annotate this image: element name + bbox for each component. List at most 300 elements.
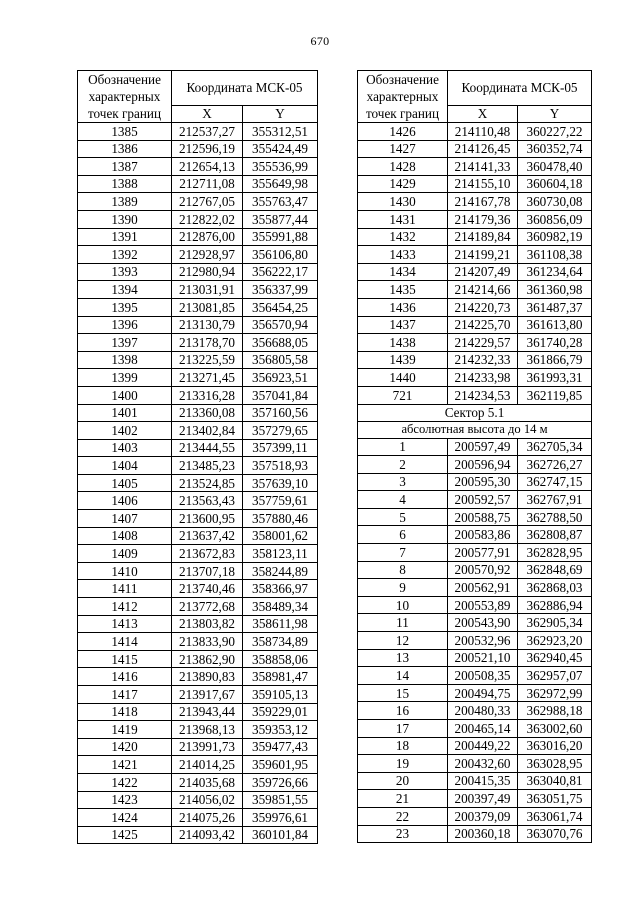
- x-coordinate-cell: 200562,91: [448, 579, 518, 597]
- y-coordinate-cell: 360478,40: [518, 158, 592, 176]
- x-coordinate-cell: 214232,33: [448, 351, 518, 369]
- point-id-cell: 16: [358, 702, 448, 720]
- y-coordinate-cell: 359353,12: [243, 721, 318, 739]
- table-row: [358, 281, 592, 299]
- point-id-cell: 1422: [78, 773, 172, 791]
- x-coordinate-cell: 214075,26: [172, 809, 243, 827]
- table-row: [358, 158, 592, 176]
- x-coordinate-cell: 200415,35: [448, 772, 518, 790]
- y-coordinate-cell: 358858,06: [243, 650, 318, 668]
- y-coordinate-cell: 359477,43: [243, 738, 318, 756]
- point-id-cell: 1426: [358, 123, 448, 141]
- table-row: [78, 510, 318, 528]
- y-coordinate-cell: 359726,66: [243, 773, 318, 791]
- point-id-cell: 18: [358, 737, 448, 755]
- point-id-cell: 1400: [78, 386, 172, 404]
- table-row: [78, 210, 318, 228]
- x-coordinate-cell: 213031,91: [172, 281, 243, 299]
- point-id-cell: 1403: [78, 439, 172, 457]
- y-coordinate-cell: 355991,88: [243, 228, 318, 246]
- point-id-cell: 1397: [78, 334, 172, 352]
- point-id-cell: 1414: [78, 633, 172, 651]
- y-coordinate-cell: 362957,07: [518, 667, 592, 685]
- point-id-cell: 1436: [358, 298, 448, 316]
- point-id-cell: 1387: [78, 158, 172, 176]
- table-row: [78, 439, 318, 457]
- point-id-cell: 1410: [78, 562, 172, 580]
- x-coordinate-cell: 213772,68: [172, 598, 243, 616]
- table-row: [78, 809, 318, 827]
- y-coordinate-cell: 355877,44: [243, 210, 318, 228]
- point-id-cell: 1416: [78, 668, 172, 686]
- y-coordinate-cell: 357160,56: [243, 404, 318, 422]
- y-coordinate-cell: 358001,62: [243, 527, 318, 545]
- table-row: [358, 210, 592, 228]
- point-id-cell: 11: [358, 614, 448, 632]
- table-row: [78, 228, 318, 246]
- x-coordinate-cell: 212767,05: [172, 193, 243, 211]
- point-id-cell: 1424: [78, 809, 172, 827]
- header-x: X: [172, 106, 243, 123]
- table-row: [78, 633, 318, 651]
- y-coordinate-cell: 357041,84: [243, 386, 318, 404]
- y-coordinate-cell: 362705,34: [518, 438, 592, 456]
- y-coordinate-cell: 362988,18: [518, 702, 592, 720]
- y-coordinate-cell: 356923,51: [243, 369, 318, 387]
- table-row: [78, 756, 318, 774]
- point-id-cell: 23: [358, 825, 448, 843]
- point-id-cell: 1434: [358, 263, 448, 281]
- x-coordinate-cell: 214214,66: [448, 281, 518, 299]
- x-coordinate-cell: 213890,83: [172, 668, 243, 686]
- y-coordinate-cell: 363051,75: [518, 790, 592, 808]
- point-id-cell: 1420: [78, 738, 172, 756]
- x-coordinate-cell: 200432,60: [448, 755, 518, 773]
- y-coordinate-cell: 363016,20: [518, 737, 592, 755]
- y-coordinate-cell: 361993,31: [518, 369, 592, 387]
- y-coordinate-cell: 358489,34: [243, 598, 318, 616]
- y-coordinate-cell: 362923,20: [518, 632, 592, 650]
- point-id-cell: 1398: [78, 351, 172, 369]
- sector-title: Сектор 5.1: [358, 404, 592, 421]
- x-coordinate-cell: 200480,33: [448, 702, 518, 720]
- point-id-cell: 1406: [78, 492, 172, 510]
- point-id-cell: 1425: [78, 826, 172, 844]
- y-coordinate-cell: 355536,99: [243, 158, 318, 176]
- y-coordinate-cell: 360352,74: [518, 140, 592, 158]
- table-row: [78, 386, 318, 404]
- table-row: [358, 667, 592, 685]
- x-coordinate-cell: 214199,21: [448, 246, 518, 264]
- table-row: [78, 316, 318, 334]
- x-coordinate-cell: 200508,35: [448, 667, 518, 685]
- x-coordinate-cell: 213444,55: [172, 439, 243, 457]
- point-id-cell: 1392: [78, 246, 172, 264]
- x-coordinate-cell: 213130,79: [172, 316, 243, 334]
- table-row: [358, 123, 592, 141]
- y-coordinate-cell: 362726,27: [518, 456, 592, 474]
- point-id-cell: 1419: [78, 721, 172, 739]
- y-coordinate-cell: 363040,81: [518, 772, 592, 790]
- table-row: [78, 334, 318, 352]
- x-coordinate-cell: 212980,94: [172, 263, 243, 281]
- x-coordinate-cell: 214056,02: [172, 791, 243, 809]
- table-row: [358, 334, 592, 352]
- table-row: [358, 491, 592, 509]
- x-coordinate-cell: 200449,22: [448, 737, 518, 755]
- page-number: 670: [310, 34, 330, 48]
- point-id-cell: 19: [358, 755, 448, 773]
- header-y: Y: [518, 106, 592, 123]
- table-row: [358, 790, 592, 808]
- point-id-cell: 1430: [358, 193, 448, 211]
- point-id-cell: 1437: [358, 316, 448, 334]
- point-id-cell: 1412: [78, 598, 172, 616]
- point-id-cell: 1399: [78, 369, 172, 387]
- y-coordinate-cell: 358611,98: [243, 615, 318, 633]
- header-coordinate: Координата МСК-05: [172, 71, 318, 106]
- y-coordinate-cell: 357639,10: [243, 474, 318, 492]
- y-coordinate-cell: 361360,98: [518, 281, 592, 299]
- point-id-cell: 1440: [358, 369, 448, 387]
- point-id-cell: 1405: [78, 474, 172, 492]
- point-id-cell: 21: [358, 790, 448, 808]
- y-coordinate-cell: 357518,93: [243, 457, 318, 475]
- y-coordinate-cell: 363002,60: [518, 720, 592, 738]
- y-coordinate-cell: 355312,51: [243, 123, 318, 141]
- table-row: [78, 615, 318, 633]
- y-coordinate-cell: 356222,17: [243, 263, 318, 281]
- y-coordinate-cell: 359976,61: [243, 809, 318, 827]
- x-coordinate-cell: 200360,18: [448, 825, 518, 843]
- x-coordinate-cell: 212876,00: [172, 228, 243, 246]
- point-id-cell: 12: [358, 632, 448, 650]
- table-row: [358, 438, 592, 456]
- table-row: [78, 562, 318, 580]
- table-row: [78, 140, 318, 158]
- x-coordinate-cell: 213600,95: [172, 510, 243, 528]
- point-id-cell: 6: [358, 526, 448, 544]
- table-row: [358, 369, 592, 387]
- y-coordinate-cell: 362972,99: [518, 684, 592, 702]
- y-coordinate-cell: 360856,09: [518, 210, 592, 228]
- y-coordinate-cell: 358981,47: [243, 668, 318, 686]
- table-row: [78, 193, 318, 211]
- x-coordinate-cell: 214093,42: [172, 826, 243, 844]
- x-coordinate-cell: 214234,53: [448, 386, 518, 404]
- y-coordinate-cell: 357759,61: [243, 492, 318, 510]
- point-id-cell: 1395: [78, 298, 172, 316]
- table-row: [78, 422, 318, 440]
- x-coordinate-cell: 213225,59: [172, 351, 243, 369]
- y-coordinate-cell: 362868,03: [518, 579, 592, 597]
- x-coordinate-cell: 214229,57: [448, 334, 518, 352]
- point-id-cell: 1413: [78, 615, 172, 633]
- table-row: [358, 632, 592, 650]
- x-coordinate-cell: 200521,10: [448, 649, 518, 667]
- point-id-cell: 7: [358, 544, 448, 562]
- y-coordinate-cell: 363061,74: [518, 807, 592, 825]
- x-coordinate-cell: 213485,23: [172, 457, 243, 475]
- y-coordinate-cell: 357279,65: [243, 422, 318, 440]
- header-point-label: Обозначение характерных точек границ: [358, 71, 448, 123]
- y-coordinate-cell: 363070,76: [518, 825, 592, 843]
- y-coordinate-cell: 359105,13: [243, 686, 318, 704]
- x-coordinate-cell: 213968,13: [172, 721, 243, 739]
- x-coordinate-cell: 213672,83: [172, 545, 243, 563]
- point-id-cell: 1432: [358, 228, 448, 246]
- point-id-cell: 10: [358, 596, 448, 614]
- y-coordinate-cell: 359851,55: [243, 791, 318, 809]
- table-row: [78, 545, 318, 563]
- point-id-cell: 1423: [78, 791, 172, 809]
- table-row: [358, 526, 592, 544]
- x-coordinate-cell: 213862,90: [172, 650, 243, 668]
- y-coordinate-cell: 356454,25: [243, 298, 318, 316]
- point-id-cell: 4: [358, 491, 448, 509]
- y-coordinate-cell: 358734,89: [243, 633, 318, 651]
- y-coordinate-cell: 362848,69: [518, 561, 592, 579]
- table-row: [78, 721, 318, 739]
- table-row: [78, 527, 318, 545]
- point-id-cell: 721: [358, 386, 448, 404]
- x-coordinate-cell: 214141,33: [448, 158, 518, 176]
- x-coordinate-cell: 213707,18: [172, 562, 243, 580]
- table-row: [78, 404, 318, 422]
- x-coordinate-cell: 213917,67: [172, 686, 243, 704]
- table-row: [358, 386, 592, 404]
- point-id-cell: 20: [358, 772, 448, 790]
- y-coordinate-cell: 362119,85: [518, 386, 592, 404]
- x-coordinate-cell: 200592,57: [448, 491, 518, 509]
- y-coordinate-cell: 355424,49: [243, 140, 318, 158]
- table-row: [78, 246, 318, 264]
- point-id-cell: 13: [358, 649, 448, 667]
- x-coordinate-cell: 213833,90: [172, 633, 243, 651]
- x-coordinate-cell: 200588,75: [448, 508, 518, 526]
- header-coordinate: Координата МСК-05: [448, 71, 592, 106]
- header-y: Y: [243, 106, 318, 123]
- y-coordinate-cell: 356805,58: [243, 351, 318, 369]
- x-coordinate-cell: 214167,78: [448, 193, 518, 211]
- x-coordinate-cell: 212928,97: [172, 246, 243, 264]
- y-coordinate-cell: 362747,15: [518, 473, 592, 491]
- point-id-cell: 3: [358, 473, 448, 491]
- table-row: [358, 737, 592, 755]
- y-coordinate-cell: 360227,22: [518, 123, 592, 141]
- x-coordinate-cell: 213524,85: [172, 474, 243, 492]
- x-coordinate-cell: 212711,08: [172, 175, 243, 193]
- table-row: [78, 668, 318, 686]
- point-id-cell: 17: [358, 720, 448, 738]
- point-id-cell: 1393: [78, 263, 172, 281]
- table-row: [78, 457, 318, 475]
- point-id-cell: 1431: [358, 210, 448, 228]
- x-coordinate-cell: 200595,30: [448, 473, 518, 491]
- sector-subtitle: абсолютная высота до 14 м: [358, 421, 592, 438]
- y-coordinate-cell: 356106,80: [243, 246, 318, 264]
- table-row: [358, 720, 592, 738]
- point-id-cell: 1409: [78, 545, 172, 563]
- point-id-cell: 1402: [78, 422, 172, 440]
- y-coordinate-cell: 356570,94: [243, 316, 318, 334]
- x-coordinate-cell: 200553,89: [448, 596, 518, 614]
- point-id-cell: 1396: [78, 316, 172, 334]
- point-id-cell: 15: [358, 684, 448, 702]
- point-id-cell: 8: [358, 561, 448, 579]
- table-row: [78, 369, 318, 387]
- table-row: [358, 825, 592, 843]
- y-coordinate-cell: 362828,95: [518, 544, 592, 562]
- x-coordinate-cell: 200577,91: [448, 544, 518, 562]
- x-coordinate-cell: 214225,70: [448, 316, 518, 334]
- point-id-cell: 1385: [78, 123, 172, 141]
- x-coordinate-cell: 200494,75: [448, 684, 518, 702]
- point-id-cell: 1389: [78, 193, 172, 211]
- point-id-cell: 1418: [78, 703, 172, 721]
- x-coordinate-cell: 214155,10: [448, 175, 518, 193]
- table-row: [78, 474, 318, 492]
- x-coordinate-cell: 212537,27: [172, 123, 243, 141]
- table-row: [358, 228, 592, 246]
- table-row: [78, 351, 318, 369]
- point-id-cell: 1401: [78, 404, 172, 422]
- table-row: [78, 738, 318, 756]
- table-row: [358, 316, 592, 334]
- point-id-cell: 1415: [78, 650, 172, 668]
- x-coordinate-cell: 213991,73: [172, 738, 243, 756]
- table-row: [358, 175, 592, 193]
- y-coordinate-cell: 359601,95: [243, 756, 318, 774]
- header-point-label: Обозначение характерных точек границ: [78, 71, 172, 123]
- table-row: [78, 123, 318, 141]
- table-row: [78, 298, 318, 316]
- table-row: [358, 579, 592, 597]
- table-row: [358, 702, 592, 720]
- table-row: [78, 773, 318, 791]
- x-coordinate-cell: 213803,82: [172, 615, 243, 633]
- y-coordinate-cell: 363028,95: [518, 755, 592, 773]
- point-id-cell: 9: [358, 579, 448, 597]
- table-row: [358, 755, 592, 773]
- x-coordinate-cell: 214035,68: [172, 773, 243, 791]
- y-coordinate-cell: 356337,99: [243, 281, 318, 299]
- table-row: [78, 580, 318, 598]
- x-coordinate-cell: 200583,86: [448, 526, 518, 544]
- table-row: [78, 598, 318, 616]
- coordinates-table-left: [77, 70, 318, 844]
- y-coordinate-cell: 361487,37: [518, 298, 592, 316]
- header-x: X: [448, 106, 518, 123]
- x-coordinate-cell: 200465,14: [448, 720, 518, 738]
- table-row: [358, 772, 592, 790]
- table-row: [358, 508, 592, 526]
- table-row: [358, 561, 592, 579]
- table-row: [78, 703, 318, 721]
- table-row: [358, 473, 592, 491]
- y-coordinate-cell: 361108,38: [518, 246, 592, 264]
- x-coordinate-cell: 213081,85: [172, 298, 243, 316]
- table-row: [78, 492, 318, 510]
- point-id-cell: 22: [358, 807, 448, 825]
- y-coordinate-cell: 362788,50: [518, 508, 592, 526]
- x-coordinate-cell: 214126,45: [448, 140, 518, 158]
- point-id-cell: 1417: [78, 686, 172, 704]
- y-coordinate-cell: 358366,97: [243, 580, 318, 598]
- x-coordinate-cell: 212822,02: [172, 210, 243, 228]
- point-id-cell: 1407: [78, 510, 172, 528]
- y-coordinate-cell: 362905,34: [518, 614, 592, 632]
- y-coordinate-cell: 357880,46: [243, 510, 318, 528]
- x-coordinate-cell: 200397,49: [448, 790, 518, 808]
- y-coordinate-cell: 357399,11: [243, 439, 318, 457]
- y-coordinate-cell: 355763,47: [243, 193, 318, 211]
- table-row: [78, 650, 318, 668]
- x-coordinate-cell: 214220,73: [448, 298, 518, 316]
- table-row: [358, 544, 592, 562]
- table-row: [358, 263, 592, 281]
- y-coordinate-cell: 361613,80: [518, 316, 592, 334]
- table-row: [358, 807, 592, 825]
- table-row: [78, 281, 318, 299]
- y-coordinate-cell: 361234,64: [518, 263, 592, 281]
- x-coordinate-cell: 213740,46: [172, 580, 243, 598]
- x-coordinate-cell: 200543,90: [448, 614, 518, 632]
- x-coordinate-cell: 213271,45: [172, 369, 243, 387]
- x-coordinate-cell: 200596,94: [448, 456, 518, 474]
- y-coordinate-cell: 360101,84: [243, 826, 318, 844]
- x-coordinate-cell: 212654,13: [172, 158, 243, 176]
- y-coordinate-cell: 360730,08: [518, 193, 592, 211]
- x-coordinate-cell: 214179,36: [448, 210, 518, 228]
- x-coordinate-cell: 213178,70: [172, 334, 243, 352]
- x-coordinate-cell: 214207,49: [448, 263, 518, 281]
- point-id-cell: 1435: [358, 281, 448, 299]
- y-coordinate-cell: 360604,18: [518, 175, 592, 193]
- y-coordinate-cell: 362886,94: [518, 596, 592, 614]
- point-id-cell: 1391: [78, 228, 172, 246]
- y-coordinate-cell: 359229,01: [243, 703, 318, 721]
- y-coordinate-cell: 358244,89: [243, 562, 318, 580]
- y-coordinate-cell: 358123,11: [243, 545, 318, 563]
- x-coordinate-cell: 213637,42: [172, 527, 243, 545]
- point-id-cell: 1404: [78, 457, 172, 475]
- x-coordinate-cell: 213943,44: [172, 703, 243, 721]
- x-coordinate-cell: 214014,25: [172, 756, 243, 774]
- y-coordinate-cell: 361866,79: [518, 351, 592, 369]
- table-row: [358, 456, 592, 474]
- x-coordinate-cell: 213402,84: [172, 422, 243, 440]
- x-coordinate-cell: 212596,19: [172, 140, 243, 158]
- table-row: [358, 596, 592, 614]
- y-coordinate-cell: 355649,98: [243, 175, 318, 193]
- point-id-cell: 1428: [358, 158, 448, 176]
- x-coordinate-cell: 214110,48: [448, 123, 518, 141]
- x-coordinate-cell: 200532,96: [448, 632, 518, 650]
- table-row: [358, 298, 592, 316]
- point-id-cell: 1: [358, 438, 448, 456]
- table-row: [78, 686, 318, 704]
- table-row: [78, 263, 318, 281]
- y-coordinate-cell: 361740,28: [518, 334, 592, 352]
- x-coordinate-cell: 200570,92: [448, 561, 518, 579]
- x-coordinate-cell: 213360,08: [172, 404, 243, 422]
- table-row: [358, 614, 592, 632]
- table-row: [358, 193, 592, 211]
- point-id-cell: 1427: [358, 140, 448, 158]
- table-row: [358, 684, 592, 702]
- x-coordinate-cell: 213563,43: [172, 492, 243, 510]
